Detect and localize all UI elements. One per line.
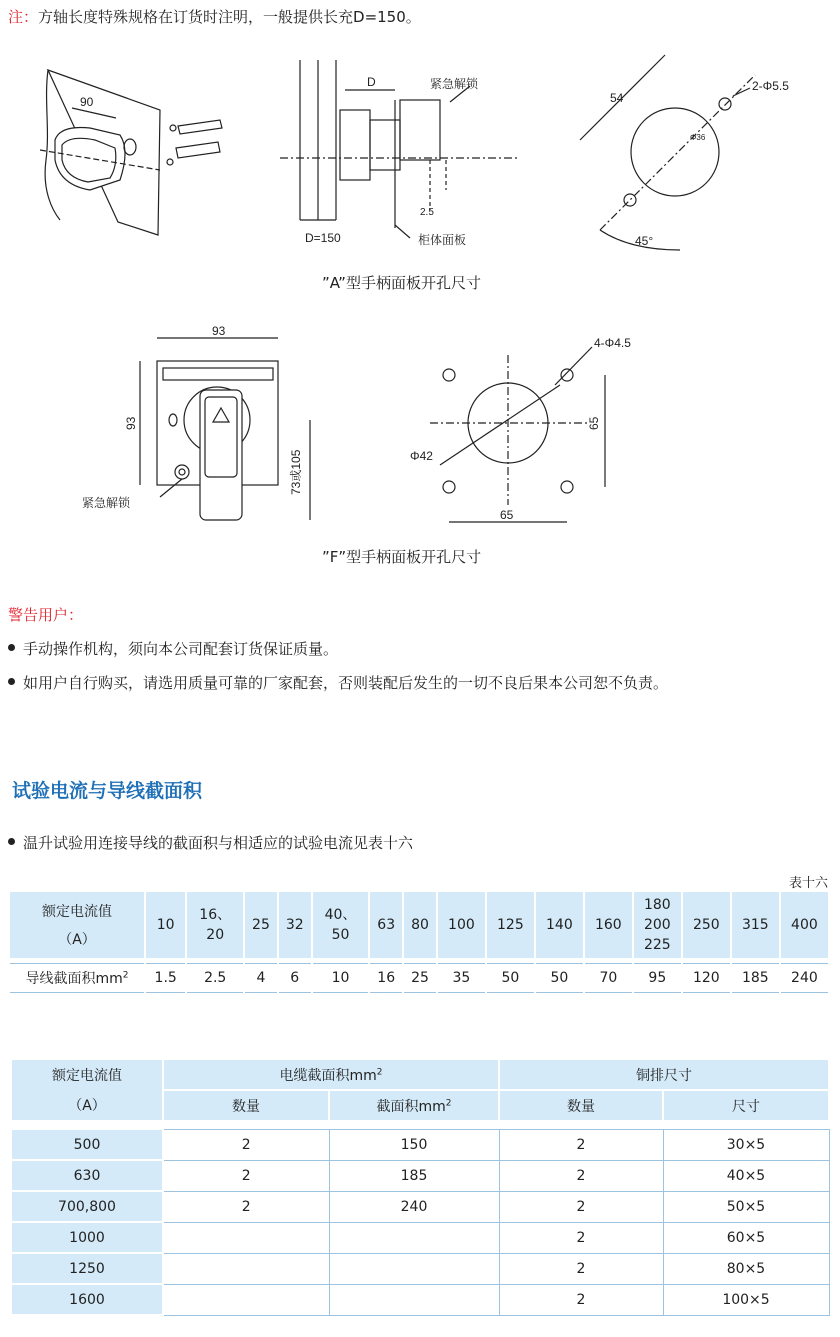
cell-current: 700,800 [11, 1191, 163, 1222]
dim-2-5: 2.5 [420, 207, 434, 218]
cell-size: 40×5 [663, 1160, 829, 1191]
table-number: 表十六 [788, 876, 828, 891]
table-row [11, 1129, 829, 1160]
area-cell: 95 [633, 964, 682, 993]
dim-36: Φ36 [690, 133, 706, 142]
table-16-current-row [10, 892, 829, 958]
bullet-dot [8, 644, 15, 651]
cell-qty2: 2 [499, 1160, 663, 1191]
h-area [329, 1090, 499, 1121]
h-qty2: 数量 [499, 1090, 663, 1121]
warning-title: 警告用户： [8, 606, 84, 624]
dia-42: Φ42 [410, 449, 433, 463]
bullet-dot [8, 678, 15, 685]
cell-current: 1000 [11, 1222, 163, 1253]
current-label [10, 892, 145, 958]
warning-item-text: 手动操作机构，须向本公司配套订货保证质量。 [23, 640, 339, 658]
area-cell: 4 [244, 964, 278, 993]
area-cell: 2.5 [186, 964, 244, 993]
current-label-text: 额定电流值 [42, 904, 112, 920]
cell-qty: 2 [163, 1160, 329, 1191]
cell-qty2: 2 [499, 1129, 663, 1160]
cell-qty2: 2 [499, 1284, 663, 1315]
warning-item-text: 如用户自行购买，请选用质量可靠的厂家配套，否则装配后发生的一切不良后果本公司恕不负责。 [23, 674, 669, 692]
table-row [11, 1253, 829, 1284]
f-hole-pattern [410, 336, 631, 522]
note-text: 方轴长度特殊规格在订货时注明，一般提供长充D=150。 [38, 8, 421, 26]
hole-spec-a: 2-Φ5.5 [752, 79, 789, 93]
h-current-unit: （A） [68, 1098, 106, 1114]
cell-size: 100×5 [663, 1284, 829, 1315]
angle-label: 45° [635, 234, 654, 248]
cell-area: 240 [329, 1191, 499, 1222]
cell-area: 185 [329, 1160, 499, 1191]
cell-current: 630 [11, 1160, 163, 1191]
cell-qty [163, 1253, 329, 1284]
h-copper: 铜排尺寸 [499, 1059, 829, 1090]
side-view-sketch [280, 60, 520, 247]
area-cell: 120 [682, 964, 731, 993]
dim-93-left: 93 [124, 416, 138, 430]
section-bullet-text: 温升试验用连接导线的截面积与相适应的试验电流见表十六 [23, 834, 414, 852]
note-label: 注： [8, 8, 39, 26]
current-cell: 180 200 225 [633, 892, 682, 958]
current-cell: 25 [244, 892, 278, 958]
h-area-sup: 2 [445, 1097, 452, 1108]
hole-pattern-a [580, 55, 789, 250]
dim-65-bottom: 65 [500, 508, 514, 522]
diagram-a [0, 40, 840, 270]
area-label-sup: 2 [122, 970, 129, 981]
table-row [11, 1191, 829, 1222]
d150-label: D=150 [305, 231, 341, 245]
current-label-unit: （A） [58, 932, 96, 948]
h-qty: 数量 [163, 1090, 329, 1121]
cell-qty2: 2 [499, 1222, 663, 1253]
current-cell: 32 [278, 892, 312, 958]
current-cell: 125 [486, 892, 535, 958]
area-cell: 25 [403, 964, 437, 993]
h-current-text: 额定电流值 [52, 1068, 122, 1084]
current-cell: 63 [369, 892, 403, 958]
cell-area: 150 [329, 1129, 499, 1160]
h-area-text: 截面积mm [376, 1098, 446, 1115]
area-cell: 1.5 [145, 964, 186, 993]
area-cell: 50 [486, 964, 535, 993]
current-cell: 16、 20 [186, 892, 244, 958]
h-cable-text: 电缆截面积mm [279, 1067, 377, 1084]
table-16-area-row [10, 964, 829, 993]
table-row [11, 1222, 829, 1253]
emergency-unlock-label-f: 紧急解锁 [82, 496, 131, 510]
section-title: 试验电流与导线截面积 [12, 780, 203, 802]
note-line [8, 6, 421, 27]
dim-54: 54 [610, 91, 624, 105]
cell-size: 60×5 [663, 1222, 829, 1253]
area-cell: 50 [535, 964, 584, 993]
table-17 [10, 1058, 830, 1316]
bullet-dot [8, 838, 15, 845]
cell-current: 1250 [11, 1253, 163, 1284]
h-size: 尺寸 [663, 1090, 829, 1121]
dim-side: 73或105 [289, 449, 303, 495]
cell-qty [163, 1284, 329, 1315]
current-cell: 140 [535, 892, 584, 958]
f-handle-front-view [124, 325, 310, 520]
cell-qty2: 2 [499, 1253, 663, 1284]
dim-d: D [367, 75, 376, 89]
cell-size: 50×5 [663, 1191, 829, 1222]
warning-item-1 [8, 638, 338, 659]
current-cell: 100 [437, 892, 486, 958]
dim-90: 90 [80, 95, 94, 109]
current-cell: 40、 50 [312, 892, 370, 958]
cell-current: 1600 [11, 1284, 163, 1315]
cell-area [329, 1253, 499, 1284]
cell-size: 80×5 [663, 1253, 829, 1284]
current-cell: 80 [403, 892, 437, 958]
current-cell: 10 [145, 892, 186, 958]
cell-qty: 2 [163, 1191, 329, 1222]
area-cell: 240 [780, 964, 829, 993]
cell-area [329, 1284, 499, 1315]
cell-qty: 2 [163, 1129, 329, 1160]
h-current [11, 1059, 163, 1121]
current-cell: 160 [584, 892, 633, 958]
cell-qty2: 2 [499, 1191, 663, 1222]
current-cell: 250 [682, 892, 731, 958]
area-cell: 185 [731, 964, 780, 993]
h-cable [163, 1059, 499, 1090]
caption-f: ”F”型手柄面板开孔尺寸 [322, 548, 482, 566]
area-cell: 10 [312, 964, 370, 993]
area-label [10, 964, 145, 993]
cell-qty [163, 1222, 329, 1253]
section-bullet [8, 832, 413, 853]
caption-a: ”A”型手柄面板开孔尺寸 [322, 274, 481, 292]
dim-93-top: 93 [212, 325, 226, 338]
cell-size: 30×5 [663, 1129, 829, 1160]
area-label-text: 导线截面积mm [25, 971, 123, 987]
area-cell: 70 [584, 964, 633, 993]
h-cable-sup: 2 [376, 1066, 383, 1077]
table-16 [10, 892, 830, 993]
cell-area [329, 1222, 499, 1253]
handle-panel-sketch [40, 70, 222, 235]
area-cell: 16 [369, 964, 403, 993]
table-row [11, 1284, 829, 1315]
area-cell: 35 [437, 964, 486, 993]
current-cell: 400 [780, 892, 829, 958]
warning-item-2 [8, 672, 668, 693]
hole-spec-f: 4-Φ4.5 [594, 336, 631, 350]
area-cell: 6 [278, 964, 312, 993]
cabinet-panel-label: 柜体面板 [418, 233, 467, 247]
current-cell: 315 [731, 892, 780, 958]
cell-current: 500 [11, 1129, 163, 1160]
dim-65-right: 65 [587, 416, 601, 430]
table-row [11, 1160, 829, 1191]
emergency-unlock-label-a: 紧急解锁 [430, 77, 479, 91]
